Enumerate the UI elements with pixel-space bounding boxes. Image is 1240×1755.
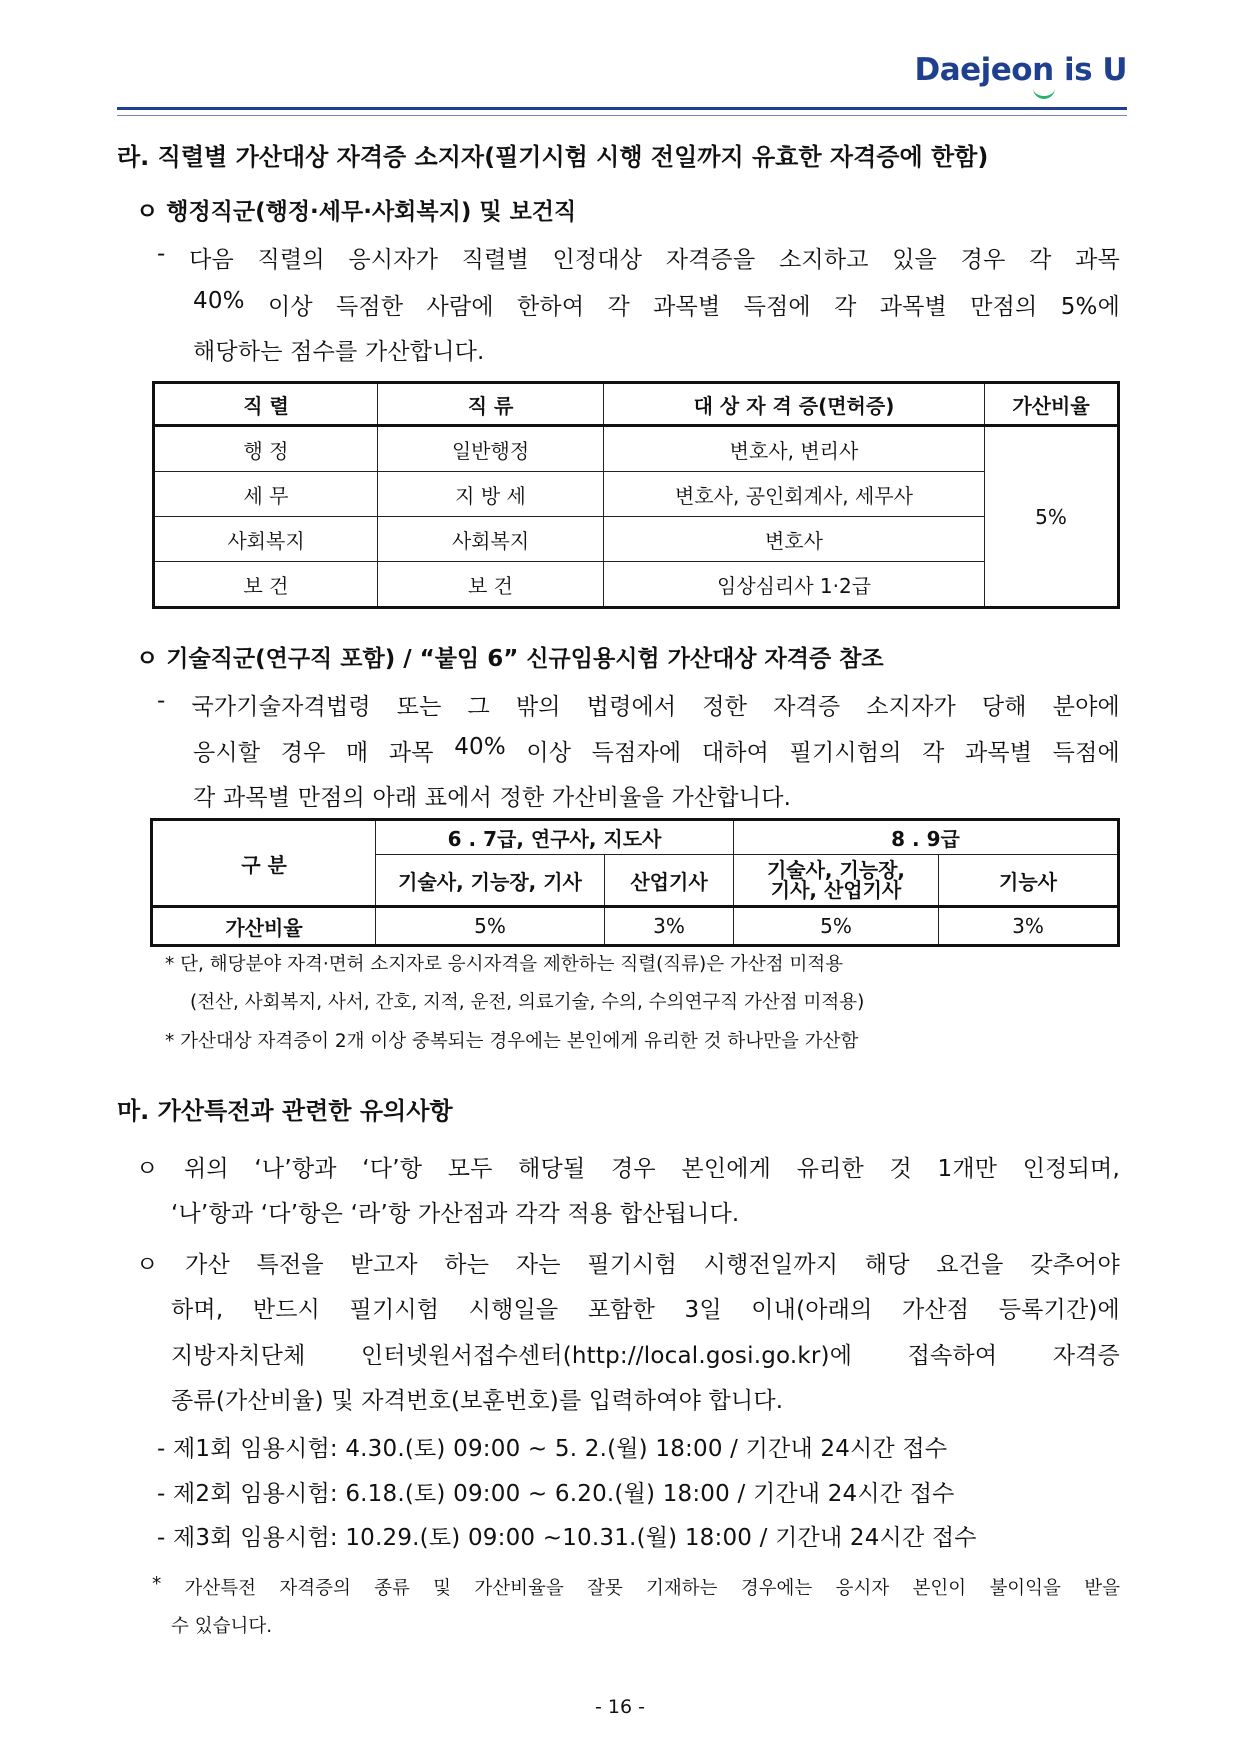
- word: 사람에: [426, 294, 494, 320]
- schedule-line: - 제2회 임용시험: 6.18.(토) 09:00 ~ 6.20.(월) 18:00 / 기간내 24시간 접수: [157, 1481, 955, 1507]
- word: 국가기술자격법령: [191, 694, 371, 720]
- word: 불이익을: [989, 1578, 1061, 1599]
- table-header-row: [152, 820, 1119, 855]
- word: 특전을: [256, 1252, 324, 1278]
- table-row: [154, 562, 1119, 608]
- word: 각: [1029, 247, 1052, 273]
- word: 다음: [189, 247, 234, 273]
- word: 각: [834, 294, 857, 320]
- word: 종류: [374, 1578, 410, 1599]
- word: 갖추어야: [1030, 1252, 1120, 1278]
- word: 잘못: [586, 1578, 623, 1599]
- ma-bullet2-line-1: [136, 1246, 1120, 1279]
- word: 과목별: [964, 740, 1033, 766]
- admin-desc-line-1: [157, 241, 1120, 274]
- word: 소지하고: [778, 247, 869, 273]
- table-cell: 변호사, 변리사: [604, 426, 985, 472]
- word: 과목: [388, 740, 434, 766]
- table-cell: 변호사, 공인회계사, 세무사: [604, 472, 985, 517]
- word: ‘나’항과: [254, 1156, 337, 1182]
- word: 득점에: [743, 294, 811, 320]
- group-header-grade89: 8 . 9급: [734, 820, 1119, 855]
- ma-bullet2-line-2: [171, 1291, 1120, 1324]
- admin-bonus-table: [152, 381, 1120, 609]
- word: 대하여: [701, 740, 770, 766]
- word: 요건을: [936, 1252, 1004, 1278]
- word: 가산점: [901, 1297, 970, 1323]
- table-row: [154, 517, 1119, 562]
- table-row: [154, 426, 1119, 472]
- admin-heading: ㅇ 행정직군(행정·세무·사회복지) 및 보건직: [136, 199, 577, 225]
- table-cell: 지 방 세: [378, 472, 604, 517]
- word: 인정되며,: [1022, 1156, 1120, 1182]
- admin-desc-line-2: [193, 288, 1120, 321]
- col-header-series: 직 렬: [154, 383, 378, 426]
- table-row: [154, 472, 1119, 517]
- page-number: - 16 -: [595, 1696, 645, 1718]
- word: -: [157, 241, 166, 267]
- tech-desc-line-3: 각 과목별 만점의 아래 표에서 정한 가산비율을 가산합니다.: [193, 785, 792, 811]
- table-row: [152, 907, 1119, 946]
- word: 자격증: [773, 694, 841, 720]
- word: 필기시험의: [789, 740, 902, 766]
- word: ‘다’항: [362, 1156, 423, 1182]
- word: 하며,: [171, 1297, 224, 1323]
- word: 경우: [610, 1156, 656, 1182]
- col-header-class: 직 류: [378, 383, 604, 426]
- ma-bullet1-line-1: [136, 1150, 1120, 1183]
- word: 본인이: [912, 1578, 967, 1599]
- word: 당해: [981, 694, 1027, 720]
- word: 지방자치단체: [171, 1343, 306, 1369]
- table-cell: 3%: [939, 907, 1119, 946]
- section-ra-title: 라. 직렬별 가산대상 자격증 소지자(필기시험 시행 전일까지 유효한 자격증에 한함): [117, 143, 989, 171]
- word: 40%: [193, 288, 245, 314]
- table-header-row: [154, 383, 1119, 426]
- word: 기재하는: [646, 1578, 718, 1599]
- table-cell: 변호사: [604, 517, 985, 562]
- word: 가산비율을: [474, 1578, 564, 1599]
- word: 그: [467, 694, 490, 720]
- word: 필기시험: [349, 1297, 440, 1323]
- ma-note-line-2: 수 있습니다.: [171, 1616, 273, 1637]
- tech-desc-line-1: [157, 688, 1120, 721]
- word: 시행일을: [468, 1297, 559, 1323]
- word: 가산: [185, 1252, 230, 1278]
- word: 자격증: [1052, 1343, 1120, 1369]
- word: ㅇ: [136, 1156, 159, 1182]
- rate-cell: 5%: [985, 426, 1119, 608]
- logo-smile-icon: [1033, 86, 1055, 99]
- note-line: (전산, 사회복지, 사서, 간호, 지적, 운전, 의료기술, 수의, 수의연구직 가산점 미적용): [190, 992, 865, 1013]
- word: 응시자가: [348, 247, 439, 273]
- word: 소지자가: [866, 694, 956, 720]
- table-cell: 3%: [605, 907, 734, 946]
- word: 접속하여: [907, 1343, 998, 1369]
- table-cell: 보 건: [154, 562, 378, 608]
- note-line: * 가산대상 자격증이 2개 이상 중복되는 경우에는 본인에게 유리한 것 하나만을 가산함: [165, 1031, 859, 1052]
- word: 응시자: [835, 1578, 890, 1599]
- subheader-cell: 기술사, 기능장, 기사, 산업기사: [734, 855, 939, 907]
- tech-desc-line-2: [193, 734, 1120, 767]
- word: 인터넷원서접수센터(http://local.gosi.go.kr)에: [360, 1343, 853, 1369]
- word: 만점의: [970, 294, 1038, 320]
- subheader-cell: 기능사: [939, 855, 1119, 907]
- table-cell: 5%: [376, 907, 605, 946]
- word: 있을: [892, 247, 938, 273]
- word: 밖의: [515, 694, 561, 720]
- word: 자격증의: [279, 1578, 351, 1599]
- word: 이내(아래의: [751, 1297, 873, 1323]
- table-cell: 5%: [734, 907, 939, 946]
- table-cell: 보 건: [378, 562, 604, 608]
- word: 가산특전: [184, 1578, 257, 1599]
- word: 본인에게: [681, 1156, 772, 1182]
- word: 및: [433, 1578, 452, 1599]
- subheader-cell: 산업기사: [605, 855, 734, 907]
- note-line: * 단, 해당분야 자격·면허 소지자로 응시자격을 제한하는 직렬(직류)은 가산점 미적용: [165, 954, 844, 975]
- word: 자는: [515, 1252, 561, 1278]
- col-header-rate: 가산비율: [985, 383, 1119, 426]
- word: 것: [889, 1156, 912, 1182]
- table-cell: 일반행정: [378, 426, 604, 472]
- word: 응시할: [193, 740, 261, 766]
- word: 법령에서: [586, 694, 677, 720]
- ma-bullet2-line-3: [171, 1337, 1120, 1370]
- admin-desc-line-3: 해당하는 점수를 가산합니다.: [193, 339, 485, 365]
- ma-note-line-1: [152, 1574, 1120, 1600]
- word: ㅇ: [136, 1252, 159, 1278]
- word: 득점자에: [591, 740, 682, 766]
- word: 득점에: [1052, 740, 1120, 766]
- ma-bullet1-line-2: ‘나’항과 ‘다’항은 ‘라’항 가산점과 각각 적용 합산됩니다.: [171, 1201, 740, 1227]
- table-cell: 임상심리사 1·2급: [604, 562, 985, 608]
- word: 과목별: [879, 294, 947, 320]
- col-header-certificate: 대 상 자 격 증(면허증): [604, 383, 985, 426]
- table-cell: 세 무: [154, 472, 378, 517]
- word: 반드시: [252, 1297, 321, 1323]
- word: 과목: [1075, 247, 1120, 273]
- word: 포함한: [587, 1297, 656, 1323]
- header-rule: [117, 107, 1127, 110]
- word: 이상: [526, 740, 572, 766]
- word: 과목별: [653, 294, 721, 320]
- rate-label: 가산비율: [152, 907, 376, 946]
- table-cell: 행 정: [154, 426, 378, 472]
- row-header-category: 구 분: [152, 820, 376, 907]
- word: 시행전일까지: [703, 1252, 839, 1278]
- word: 인정대상: [552, 247, 643, 273]
- word: 해당: [864, 1252, 910, 1278]
- word: 필기시험: [587, 1252, 678, 1278]
- word: 각: [607, 294, 630, 320]
- table-cell: 사회복지: [378, 517, 604, 562]
- schedule-line: - 제1회 임용시험: 4.30.(토) 09:00 ~ 5. 2.(월) 18:00 / 기간내 24시간 접수: [157, 1436, 948, 1462]
- word: 각: [922, 740, 945, 766]
- group-header-grade67: 6 . 7급, 연구사, 지도사: [376, 820, 734, 855]
- word: 경우: [280, 740, 326, 766]
- word: 받고자: [350, 1252, 418, 1278]
- ma-bullet2-line-4: 종류(가산비율) 및 자격번호(보훈번호)를 입력하여야 합니다.: [171, 1388, 784, 1414]
- tech-heading: ㅇ 기술직군(연구직 포함) / “붙임 6” 신규임용시험 가산대상 자격증 참조: [136, 646, 884, 672]
- word: 경우: [960, 247, 1006, 273]
- word: 유리한: [796, 1156, 864, 1182]
- word: 해당될: [518, 1156, 586, 1182]
- word: 이상: [267, 294, 313, 320]
- subheader-cell: 기술사, 기능장, 기사: [376, 855, 605, 907]
- word: 자격증을: [665, 247, 756, 273]
- word: 1개만: [937, 1156, 998, 1182]
- section-ma-title: 마. 가산특전과 관련한 유의사항: [117, 1097, 453, 1125]
- schedule-line: - 제3회 임용시험: 10.29.(토) 09:00 ~10.31.(월) 18:00 / 기간내 24시간 접수: [157, 1525, 977, 1551]
- word: 모두: [447, 1156, 493, 1182]
- word: 3일: [684, 1297, 722, 1323]
- word: 또는: [396, 694, 442, 720]
- table-cell: 사회복지: [154, 517, 378, 562]
- word: 5%에: [1060, 294, 1120, 320]
- header-rule-thin: [117, 115, 1127, 116]
- word: -: [157, 688, 166, 714]
- word: 득점한: [336, 294, 404, 320]
- word: 직렬별: [461, 247, 529, 273]
- word: *: [152, 1574, 162, 1595]
- word: 경우에는: [740, 1578, 813, 1599]
- word: 등록기간)에: [998, 1297, 1120, 1323]
- daejeon-logo: Daejeon is U: [914, 52, 1127, 88]
- word: 정한: [702, 694, 748, 720]
- word: 위의: [184, 1156, 229, 1182]
- word: 받을: [1084, 1578, 1120, 1599]
- word: 40%: [454, 734, 506, 760]
- word: 분야에: [1052, 694, 1120, 720]
- word: 한하여: [516, 294, 585, 320]
- word: 직렬의: [257, 247, 325, 273]
- word: 매: [346, 740, 369, 766]
- word: 하는: [444, 1252, 490, 1278]
- tech-bonus-table: [150, 818, 1120, 947]
